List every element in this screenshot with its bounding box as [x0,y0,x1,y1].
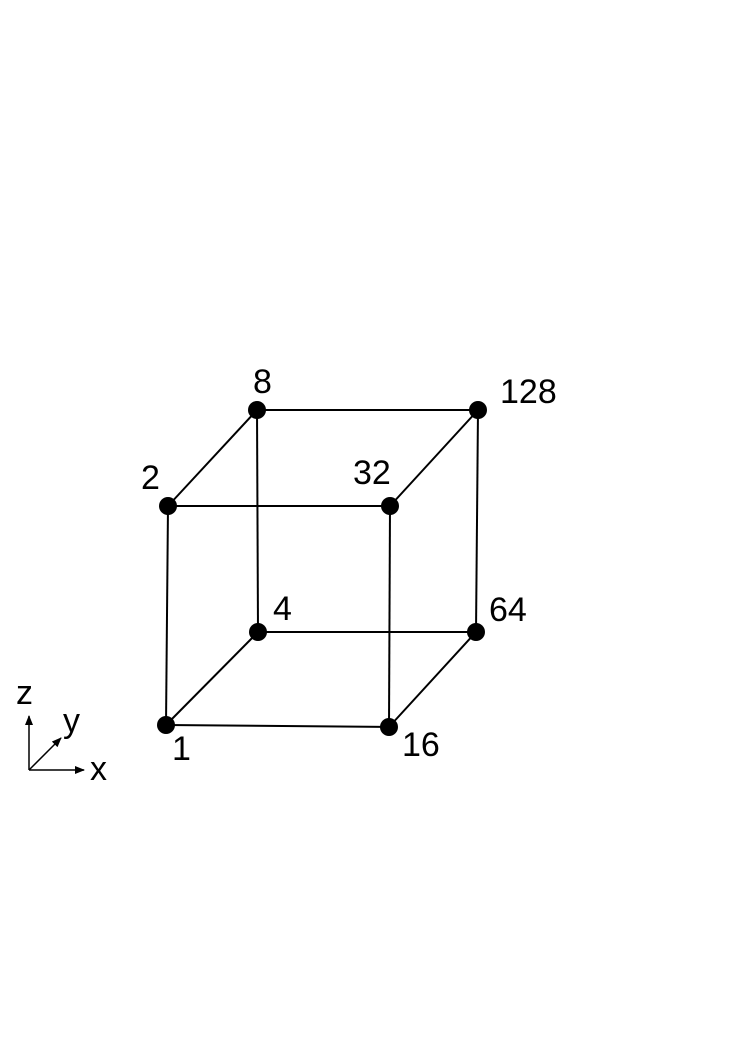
vertex-label-1: 1 [172,730,191,768]
axis-indicator [16,674,107,788]
vertex-node-4 [249,623,267,641]
edge-16-64 [389,632,476,727]
edge-2-8 [168,410,257,506]
cube-edges [166,410,478,727]
edge-1-2 [166,506,168,725]
vertex-node-2 [159,497,177,515]
vertex-node-16 [380,718,398,736]
edge-4-8 [257,410,258,632]
vertex-node-64 [467,623,485,641]
vertex-label-2: 2 [141,459,160,497]
vertex-label-4: 4 [273,590,292,628]
vertex-label-16: 16 [402,726,440,764]
vertex-label-32: 32 [353,454,391,492]
edge-32-128 [390,410,478,506]
cube-vertices [157,401,487,736]
vertex-node-32 [381,497,399,515]
cube-labels [141,363,557,768]
edge-1-16 [166,725,389,727]
edge-1-4 [166,632,258,725]
vertex-node-8 [248,401,266,419]
vertex-label-8: 8 [253,363,272,401]
vertex-label-64: 64 [489,591,527,629]
axis-x-label: x [90,750,107,788]
vertex-node-128 [469,401,487,419]
axis-y-arrow [29,738,61,770]
edge-64-128 [476,410,478,632]
axis-z-label: z [16,674,33,712]
vertex-label-128: 128 [500,373,557,411]
edge-16-32 [389,506,390,727]
axis-y-label: y [63,702,80,740]
